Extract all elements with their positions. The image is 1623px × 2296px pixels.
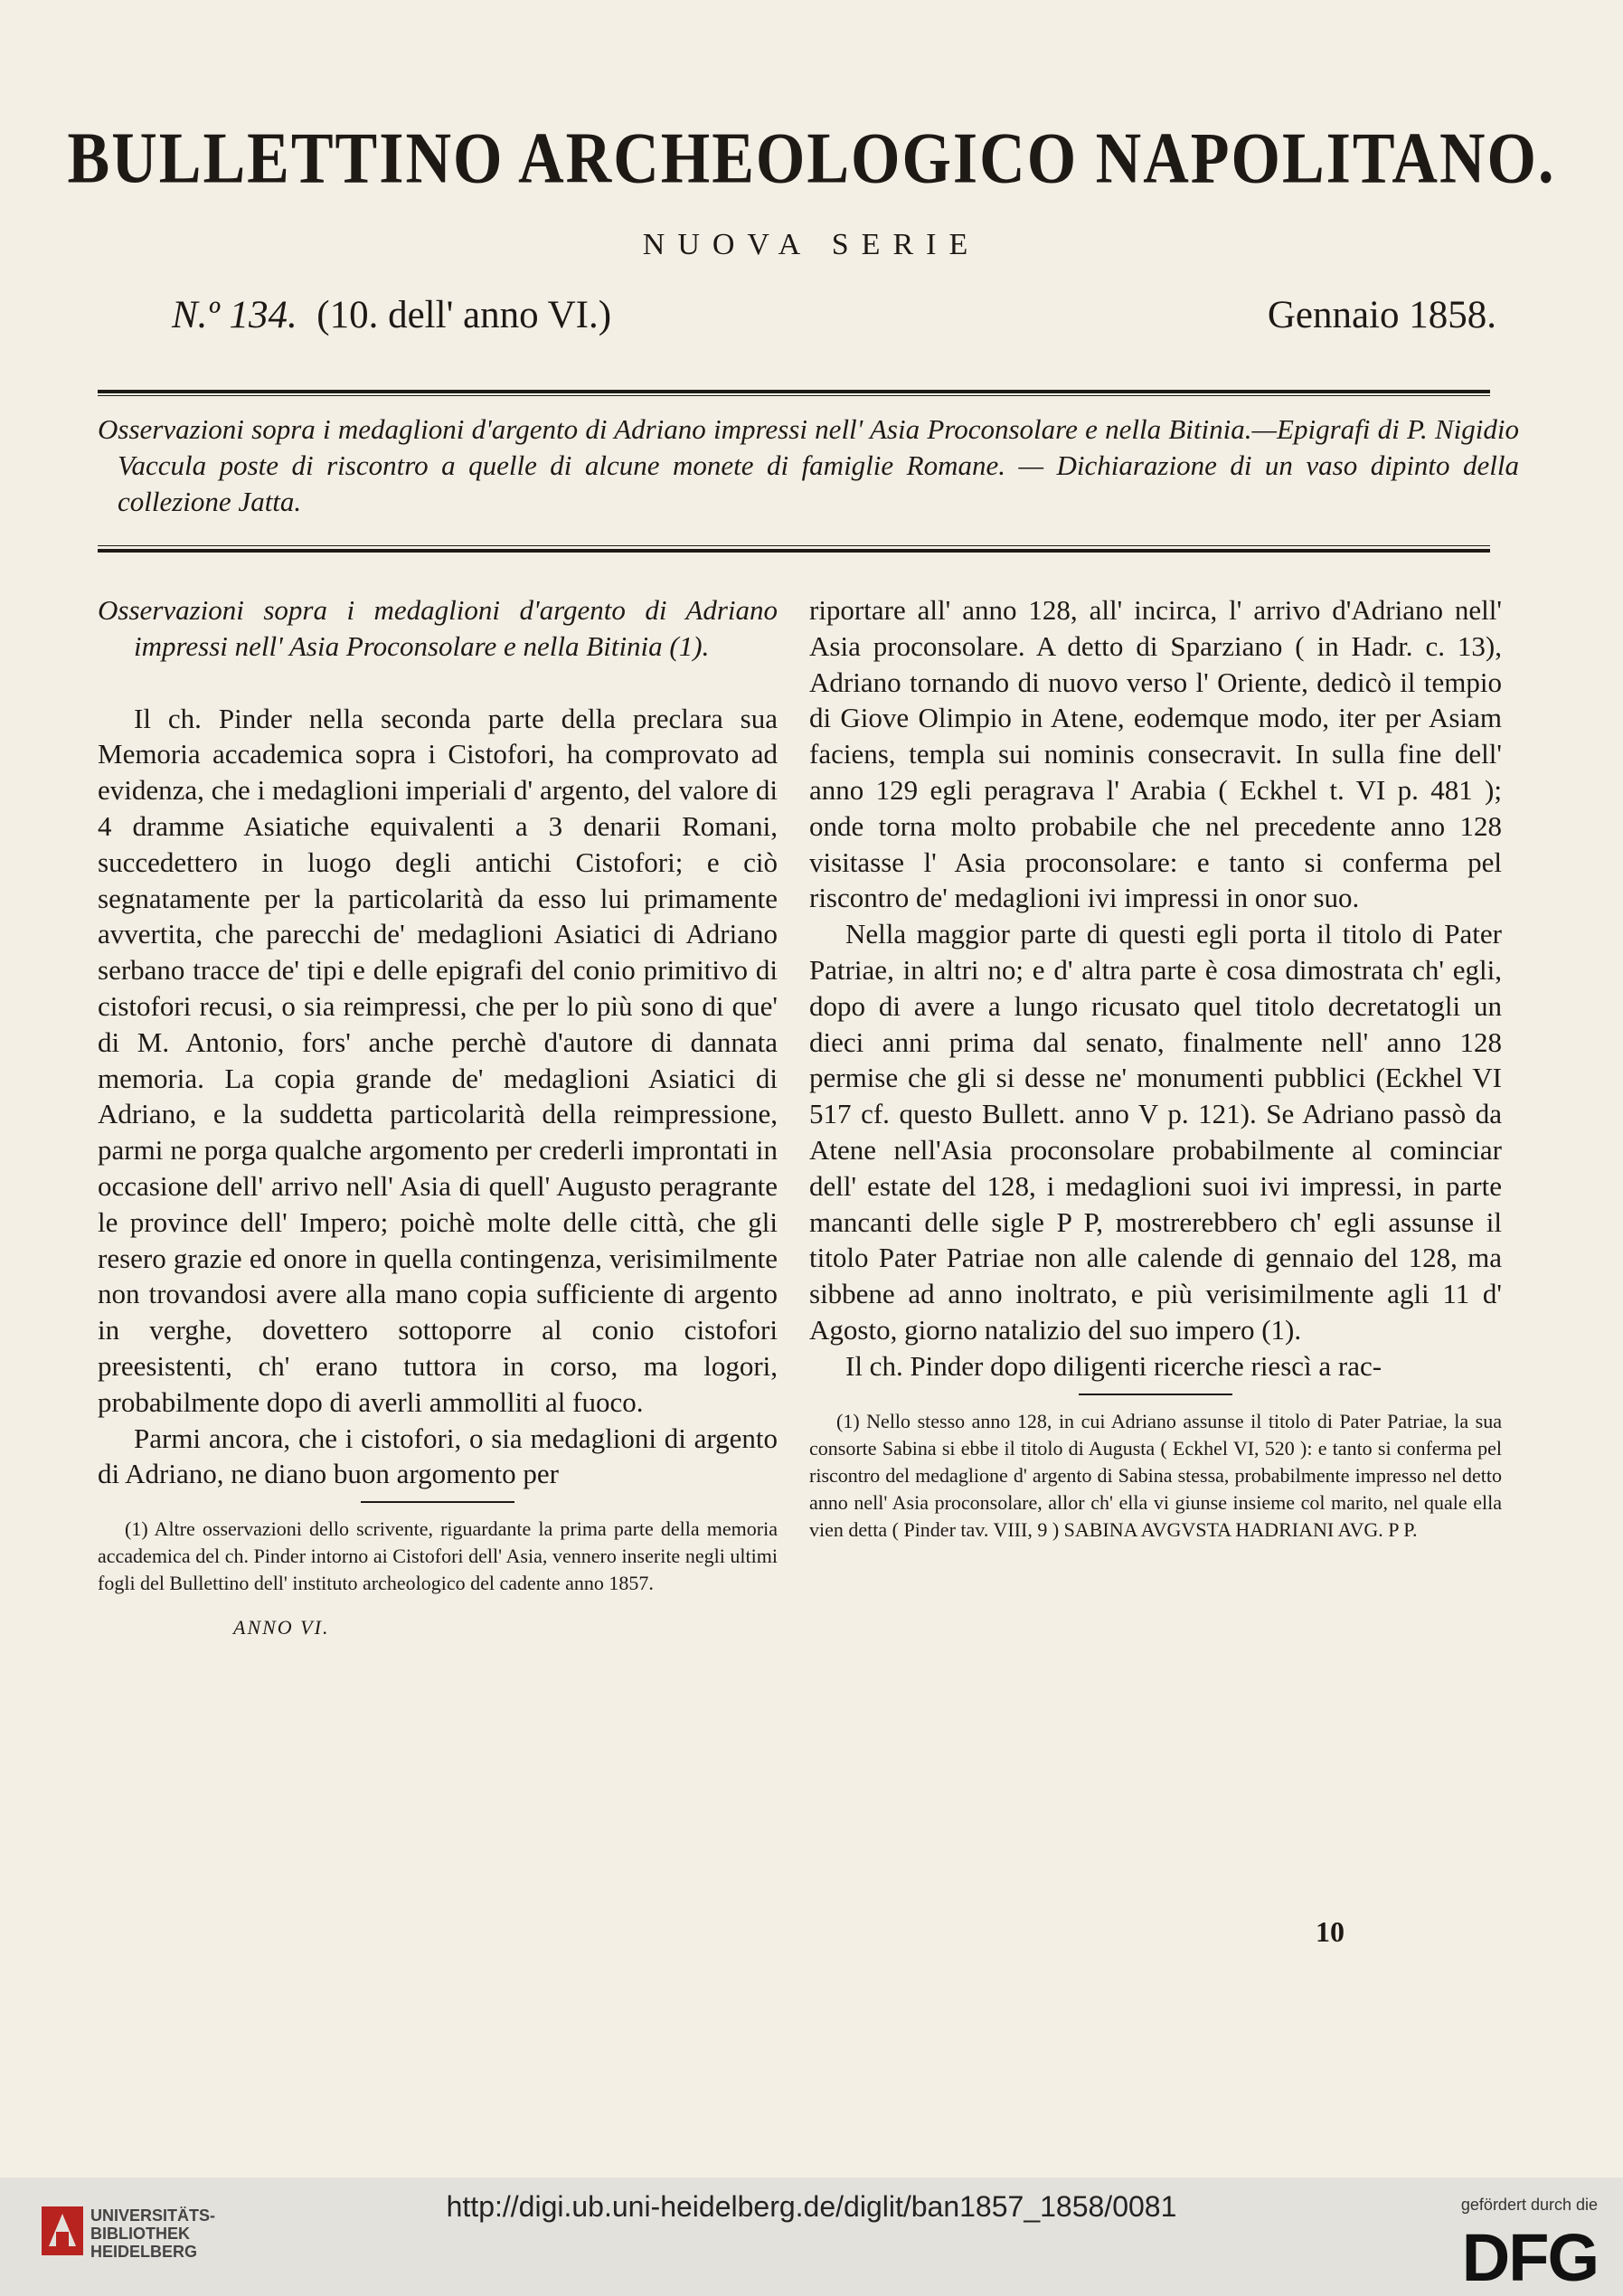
footnote: (1) Nello stesso anno 128, in cui Adriano assunse il titolo di Pater Patriae, la sua consorte Sabina si ebbe il titolo di Augusta ( Eckhel VI, 520 ): e tanto si conferma pel riscontro del medaglione d' argento di Sabina stessa, probabilmente impresso nel detto anno nell' Asia proconsolare, allor ch' ella vi giunse insieme col marito, nel quale ella vien detta ( Pinder tav. VIII, 9 ) SABINA AVGVSTA HADRIANI AVG. P P. [809, 1409, 1502, 1541]
paragraph: riportare all' anno 128, all' incirca, l' arrivo d'Adriano nell' Asia proconsolare. A detto di Sparziano ( in Hadr. c. 13), Adriano tornando di nuovo verso l' Oriente, dedicò il tempio di Giove Olimpio in Atene, eodemque modo, iter per Asiam faciens, templa sui nominis consecravit. In sulla fine dell' anno 129 egli peragrava l' Arabia ( Eckhel t. VI p. 481 ); onde torna molto probabile che nel precedente anno 128 visitasse l' Asia proconsolare: e tanto si conferma pel riscontro de' medaglioni ivi impressi in onor suo. [809, 594, 1502, 914]
contents-rule [98, 549, 1490, 553]
contents-rule-thin [98, 545, 1490, 546]
permalink-url[interactable]: http://digi.ub.uni-heidelberg.de/diglit/ban1857_1858/0081 [446, 2190, 1177, 2223]
dfg-logo: DFG [1461, 2220, 1598, 2295]
issue-number: N.º 134. [172, 294, 297, 336]
issue-info [172, 293, 611, 337]
journal-title: BULLETTINO ARCHEOLOGICO NAPOLITANO. [67, 118, 1556, 199]
paragraph: Il ch. Pinder dopo diligenti ricerche riescì a rac- [845, 1349, 1382, 1382]
paragraph: Il ch. Pinder nella seconda parte della preclara sua Memoria accademica sopra i Cistofori, ha comprovato ad evidenza, che i medaglioni imperiali d' argento, del valore di 4 dramme Asiatiche equivalenti a 3 denarii Romani, succedettero in luogo degli antichi Cistofori; e ciò segnatamente per la particolarità da esso lui primamente avvertita, che parecchi de' medaglioni Asiatici di Adriano serbano tracce de' tipi e delle epigrafi del conio primitivo di cistofori recusi, o sia reimpressi, che per lo più sono di que' di M. Antonio, fors' anche perchè d'autore di dannata memoria. La copia grande de' medaglioni Asiatici di Adriano, e la suddetta particolarità della reimpressione, parmi ne porga qualche argomento per crederli improntati in occasione dell' arrivo nell' Asia di quell' Augusto peragrante le province dell' Impero; poichè molte delle città, che gli resero grazie ed onore in quella contingenza, verisimilmente non trovandosi avere alla mano copia sufficiente di argento in verghe, dovettero sottoporre al conio cistofori preesistenti, ch' erano tuttora in corso, ma logori, probabilmente dopo di averli ammolliti al fuoco. [98, 702, 778, 1418]
article-heading: Osservazioni sopra i medaglioni d'argento di Adriano impressi nell' Asia Proconsolare e nella Bitinia (1). [98, 594, 778, 662]
signature-mark: ANNO VI. [233, 1616, 330, 1639]
table-of-contents: Osservazioni sopra i medaglioni d'argento di Adriano impressi nell' Asia Proconsolare e nella Bitinia.—Epigrafi di P. Nigidio Vaccula poste di riscontro a quelle di alcune monete di famiglie Romane. — Dichiarazione di un vaso dipinto della collezione Jatta. [98, 413, 1519, 517]
paragraph: Nella maggior parte di questi egli porta il titolo di Pater Patriae, in altri no; e d' altra parte è cosa dimostrata ch' egli, dopo di avere a lungo ricusato quel titolo decretatogli un dieci anni prima dal senato, finalmente nell' anno 128 permise che gli si desse ne' monumenti pubblici (Eckhel VI 517 cf. questo Bullett. anno V p. 121). Se Adriano passò da Atene nell'Asia proconsolare probabilmente al cominciar dell' estate del 128, i medaglioni suoi ivi impressi, in parte mancanti delle sigle P P, mostrerebbero ch' egli assunse il titolo Pater Patriae non alle calende di gennaio del 128, ma sibbene ad anno inoltrato, e più verisimilmente agli 11 d' Agosto, giorno natalizio del suo impero (1). [809, 918, 1502, 1346]
top-rule [98, 390, 1490, 393]
issue-detail: (10. dell' anno VI.) [316, 294, 612, 336]
page-number: 10 [1316, 1915, 1345, 1948]
left-column [98, 592, 778, 1646]
issue-date: Gennaio 1858. [1267, 294, 1496, 336]
paragraph: Parmi ancora, che i cistofori, o sia medaglioni di argento di Adriano, ne diano buon argomento per [98, 1422, 778, 1490]
top-rule-thin [98, 395, 1490, 396]
right-column [809, 592, 1502, 1544]
footnote: (1) Altre osservazioni dello scrivente, riguardante la prima parte della memoria accademica del ch. Pinder intorno ai Cistofori dell' Asia, vennero inserite negli ultimi fogli del Bullettino dell' instituto archeologico del cadente anno 1857. [98, 1517, 778, 1595]
funded-by-label: gefördert durch die [1460, 2196, 1598, 2214]
footnote-rule [361, 1501, 514, 1503]
library-name: UNIVERSITÄTS- BIBLIOTHEK HEIDELBERG [90, 2206, 216, 2261]
footnote-rule [1079, 1394, 1232, 1395]
journal-subtitle: NUOVA SERIE [642, 228, 981, 261]
